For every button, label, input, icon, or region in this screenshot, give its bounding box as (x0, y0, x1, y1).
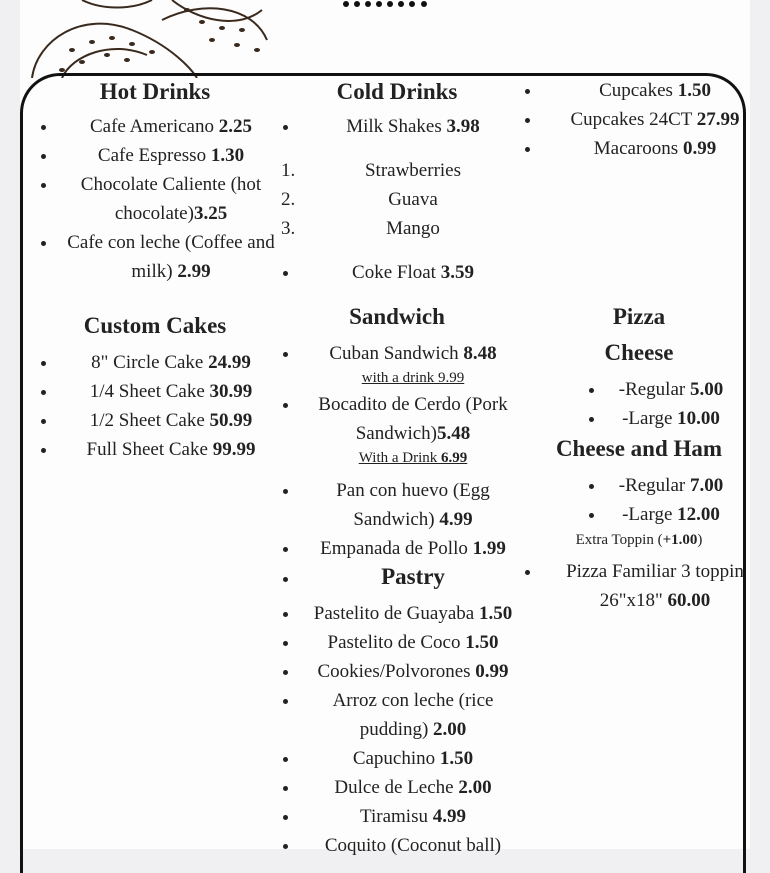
desserts-section (510, 76, 768, 163)
menu-item: • Bocadito de Cerdo (Pork Sandwich)5.48 With a Drink 6.99 (300, 390, 526, 468)
cold-drinks-section (268, 78, 526, 287)
flavor-item: 2. Guava (300, 185, 526, 214)
cold-drinks-list (268, 112, 526, 141)
menu-item: • Chocolate Caliente (hot chocolate)3.25 (58, 170, 284, 228)
menu-item: • Pan con huevo (Egg Sandwich) 4.99 (300, 476, 526, 534)
hot-drinks-title: Hot Drinks (99, 79, 211, 104)
custom-cakes-list (26, 348, 284, 464)
menu-item: • -Large 10.00 (606, 404, 736, 433)
menu-item: • Dulce de Leche 2.00 (300, 773, 526, 802)
menu-item: • -Large 12.00 (606, 500, 736, 529)
menu-item: • Coquito (Coconut ball) (300, 831, 526, 860)
custom-cakes-section (26, 312, 284, 464)
menu-column-left (26, 76, 284, 464)
familiar-pizza-list (510, 557, 768, 615)
pizza-section (510, 303, 768, 615)
cold-drinks-list-2 (268, 258, 526, 287)
menu-item: • Cafe Americano 2.25 (58, 112, 284, 141)
decorative-dots (343, 0, 433, 8)
flavor-item: 3. Mango (300, 214, 526, 243)
with-drink-note: With a Drink 6.99 (358, 450, 468, 466)
menu-column-right (510, 76, 768, 615)
pastry-list (268, 599, 526, 860)
hot-drinks-section (26, 78, 284, 286)
menu-item: • Milk Shakes 3.98 (300, 112, 526, 141)
cold-drinks-title: Cold Drinks (336, 79, 458, 104)
extra-topping-note: Extra Toppin (+1.00) (575, 532, 703, 548)
ham-pizza-list (542, 471, 736, 529)
pizza-title: Pizza (612, 304, 666, 329)
menu-item: • 8" Circle Cake 24.99 (58, 348, 284, 377)
desserts-list (510, 76, 768, 163)
menu-item: • 1/2 Sheet Cake 50.99 (58, 406, 284, 435)
menu-item: • -Regular 5.00 (606, 375, 736, 404)
menu-item: • Cookies/Polvorones 0.99 (300, 657, 526, 686)
menu-item: • Empanada de Pollo 1.99 (300, 534, 526, 563)
menu-column-middle (268, 76, 526, 860)
menu-item: • Cupcakes 1.50 (542, 76, 768, 105)
cheese-title: Cheese (604, 340, 674, 365)
menu-item: • Pastelito de Coco 1.50 (300, 628, 526, 657)
menu-item: • Capuchino 1.50 (300, 744, 526, 773)
milk-shake-flavors-list (268, 156, 526, 243)
custom-cakes-title: Custom Cakes (83, 313, 227, 338)
croissant-logo-art (22, 0, 272, 78)
menu-item: • Cafe Espresso 1.30 (58, 141, 284, 170)
hot-drinks-list (26, 112, 284, 286)
sandwich-section (268, 303, 526, 860)
menu-item: • Macaroons 0.99 (542, 134, 768, 163)
menu-item: • Full Sheet Cake 99.99 (58, 435, 284, 464)
menu-item: • Arroz con leche (rice pudding) 2.00 (300, 686, 526, 744)
menu-item: • Cuban Sandwich 8.48 with a drink 9.99 (300, 339, 526, 388)
menu-item (300, 563, 526, 593)
menu-item: • 1/4 Sheet Cake 30.99 (58, 377, 284, 406)
flavor-item: 1. Strawberries (300, 156, 526, 185)
sandwich-title: Sandwich (349, 304, 445, 329)
menu-item: • Pizza Familiar 3 toppin 26"x18" 60.00 (542, 557, 768, 615)
menu-item: • Cupcakes 24CT 27.99 (542, 105, 768, 134)
cheese-and-ham-title: Cheese and Ham (555, 436, 723, 461)
menu-item: • Coke Float 3.59 (300, 258, 526, 287)
menu-item: • -Regular 7.00 (606, 471, 736, 500)
cheese-pizza-list (542, 375, 736, 433)
menu-item: • Cafe con leche (Coffee and milk) 2.99 (58, 228, 284, 286)
sandwich-list (268, 339, 526, 593)
with-drink-note: with a drink 9.99 (361, 370, 465, 386)
menu-item: • Tiramisu 4.99 (300, 802, 526, 831)
pastry-title: Pastry (381, 564, 445, 589)
menu-item: • Pastelito de Guayaba 1.50 (300, 599, 526, 628)
